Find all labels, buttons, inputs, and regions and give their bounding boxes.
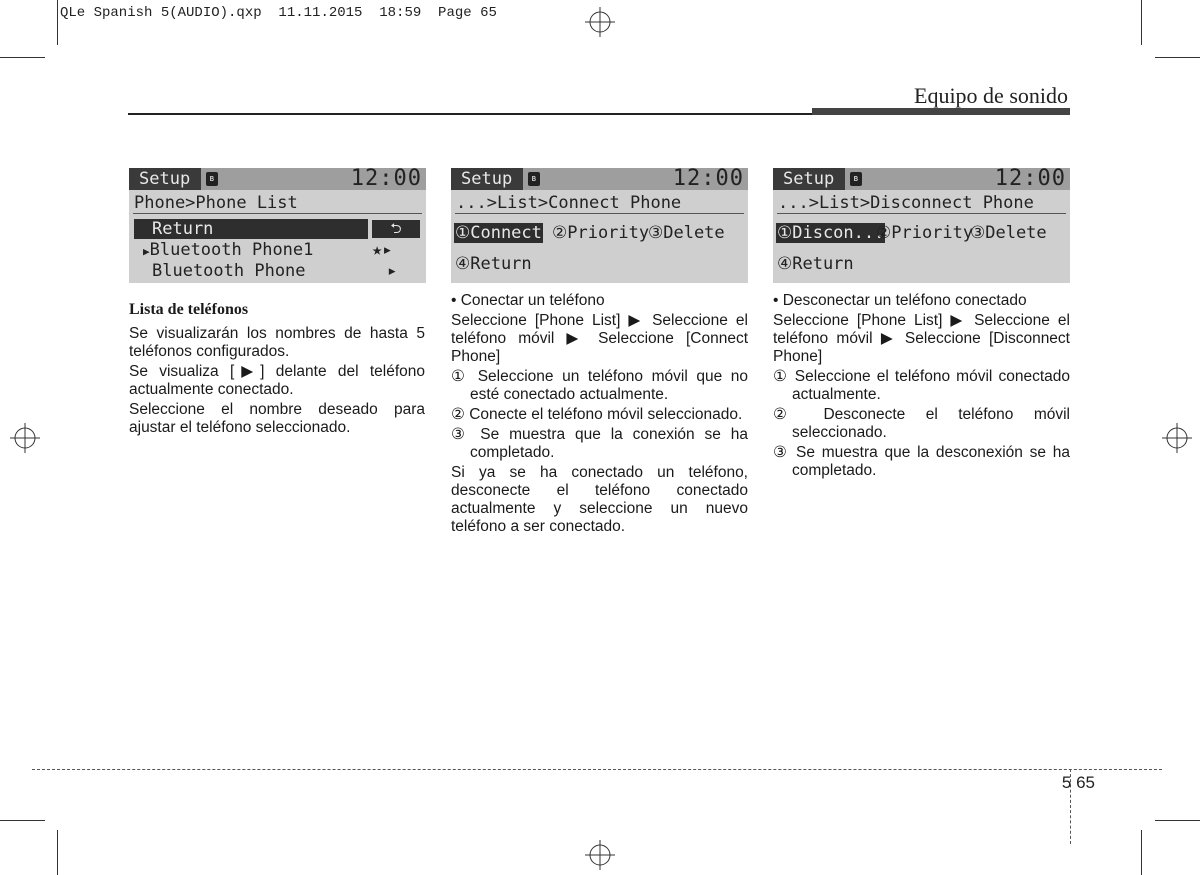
- return-label: Return: [152, 219, 214, 239]
- print-slug: QLe Spanish 5(AUDIO).qxp 11.11.2015 18:59 Page 65: [60, 5, 497, 21]
- phone-name: Bluetooth Phone: [152, 261, 306, 281]
- crop-mark: [1155, 57, 1200, 58]
- registration-mark-icon: [10, 423, 40, 453]
- setup-label: Setup: [451, 168, 523, 190]
- return-option[interactable]: ④Return: [455, 254, 532, 274]
- step-2: ② Conecte el teléfono móvil seleccionado.: [451, 406, 743, 423]
- disconnect-option[interactable]: ①Discon...: [777, 223, 885, 243]
- title-rule-accent: [812, 108, 1070, 115]
- bullet-heading: • Conectar un teléfono: [451, 292, 605, 309]
- title-rule: [128, 113, 812, 115]
- paragraph: Seleccione el nombre deseado para ajustar el teléfono seleccionado.: [129, 401, 425, 436]
- phone-list-description: [129, 301, 425, 439]
- heading: Lista de teléfonos: [129, 301, 249, 318]
- back-arrow-icon[interactable]: ⮌: [372, 220, 420, 238]
- section-title: Equipo de sonido: [914, 83, 1068, 108]
- paragraph: Seleccione [Phone List] ▶ Seleccione el teléfono móvil ▶ Seleccione [Disconnect Phone]: [773, 312, 1070, 365]
- paragraph: Si ya se ha conectado un teléfono, desconecte el teléfono conectado actualmente y seleccione un nuevo teléfono a ser conectado.: [451, 464, 748, 535]
- registration-mark-icon: [585, 840, 615, 870]
- bluetooth-icon: ʙ: [528, 172, 540, 186]
- crop-mark: [0, 820, 45, 821]
- favorite-icon: ★▸: [372, 240, 393, 260]
- connected-indicator-icon: ▶: [143, 245, 150, 258]
- crop-mark: [1155, 820, 1200, 821]
- paragraph: Seleccione [Phone List] ▶ Seleccione el teléfono móvil ▶ Seleccione [Connect Phone]: [451, 312, 748, 365]
- step-1: ① Seleccione un teléfono móvil que no esté conectado actualmente.: [451, 368, 748, 403]
- setup-label: Setup: [129, 168, 201, 190]
- disconnect-phone-screen: [773, 168, 1070, 283]
- step-2: ② Desconecte el teléfono móvil seleccionado.: [773, 406, 1070, 441]
- divider: [455, 213, 744, 214]
- return-option[interactable]: ④Return: [777, 254, 854, 274]
- bullet-heading: • Desconectar un teléfono conectado: [773, 292, 1027, 309]
- crop-mark: [57, 830, 58, 875]
- page-number: 5 65: [1061, 773, 1095, 792]
- screen-path: ...>List>Disconnect Phone: [778, 193, 1034, 213]
- paragraph: Se visualizarán los nombres de hasta 5 teléfonos configurados.: [129, 325, 425, 360]
- crop-mark: [0, 57, 45, 58]
- phone-list-item[interactable]: [152, 261, 306, 281]
- phone-name: Bluetooth Phone1: [149, 240, 314, 260]
- chevron-right-icon: ▸: [387, 261, 398, 281]
- phone-list-item-connected[interactable]: [143, 240, 313, 262]
- clock: 12:00: [350, 166, 422, 191]
- clock: 12:00: [994, 166, 1066, 191]
- priority-option[interactable]: ②Priority: [552, 223, 650, 243]
- footer-dashed-rule: [32, 769, 1162, 770]
- connect-phone-screen: [451, 168, 748, 283]
- delete-option[interactable]: ③Delete: [970, 223, 1047, 243]
- step-3: ③ Se muestra que la desconexión se ha completado.: [773, 444, 1070, 479]
- connect-option[interactable]: ①Connect: [455, 223, 542, 243]
- step-1: ① Seleccione el teléfono móvil conectado actualmente.: [773, 368, 1070, 403]
- bluetooth-icon: ʙ: [206, 172, 218, 186]
- return-row[interactable]: [134, 219, 368, 239]
- crop-mark: [1141, 0, 1142, 45]
- crop-mark: [1141, 830, 1142, 875]
- paragraph: Se visualiza [▶] delante del teléfono actualmente conectado.: [129, 363, 425, 398]
- screen-path: Phone>Phone List: [134, 193, 298, 213]
- crop-mark: [57, 0, 58, 45]
- delete-option[interactable]: ③Delete: [648, 223, 725, 243]
- clock: 12:00: [672, 166, 744, 191]
- bluetooth-icon: ʙ: [850, 172, 862, 186]
- divider: [777, 213, 1066, 214]
- screen-path: ...>List>Connect Phone: [456, 193, 682, 213]
- setup-label: Setup: [773, 168, 845, 190]
- priority-option[interactable]: ②Priority: [876, 223, 974, 243]
- step-3: ③ Se muestra que la conexión se ha completado.: [451, 426, 748, 461]
- divider: [133, 213, 422, 214]
- connect-phone-description: [451, 292, 748, 538]
- registration-mark-icon: [1162, 423, 1192, 453]
- registration-mark-icon: [585, 7, 615, 37]
- disconnect-phone-description: [773, 292, 1070, 482]
- phone-list-screen: [129, 168, 426, 283]
